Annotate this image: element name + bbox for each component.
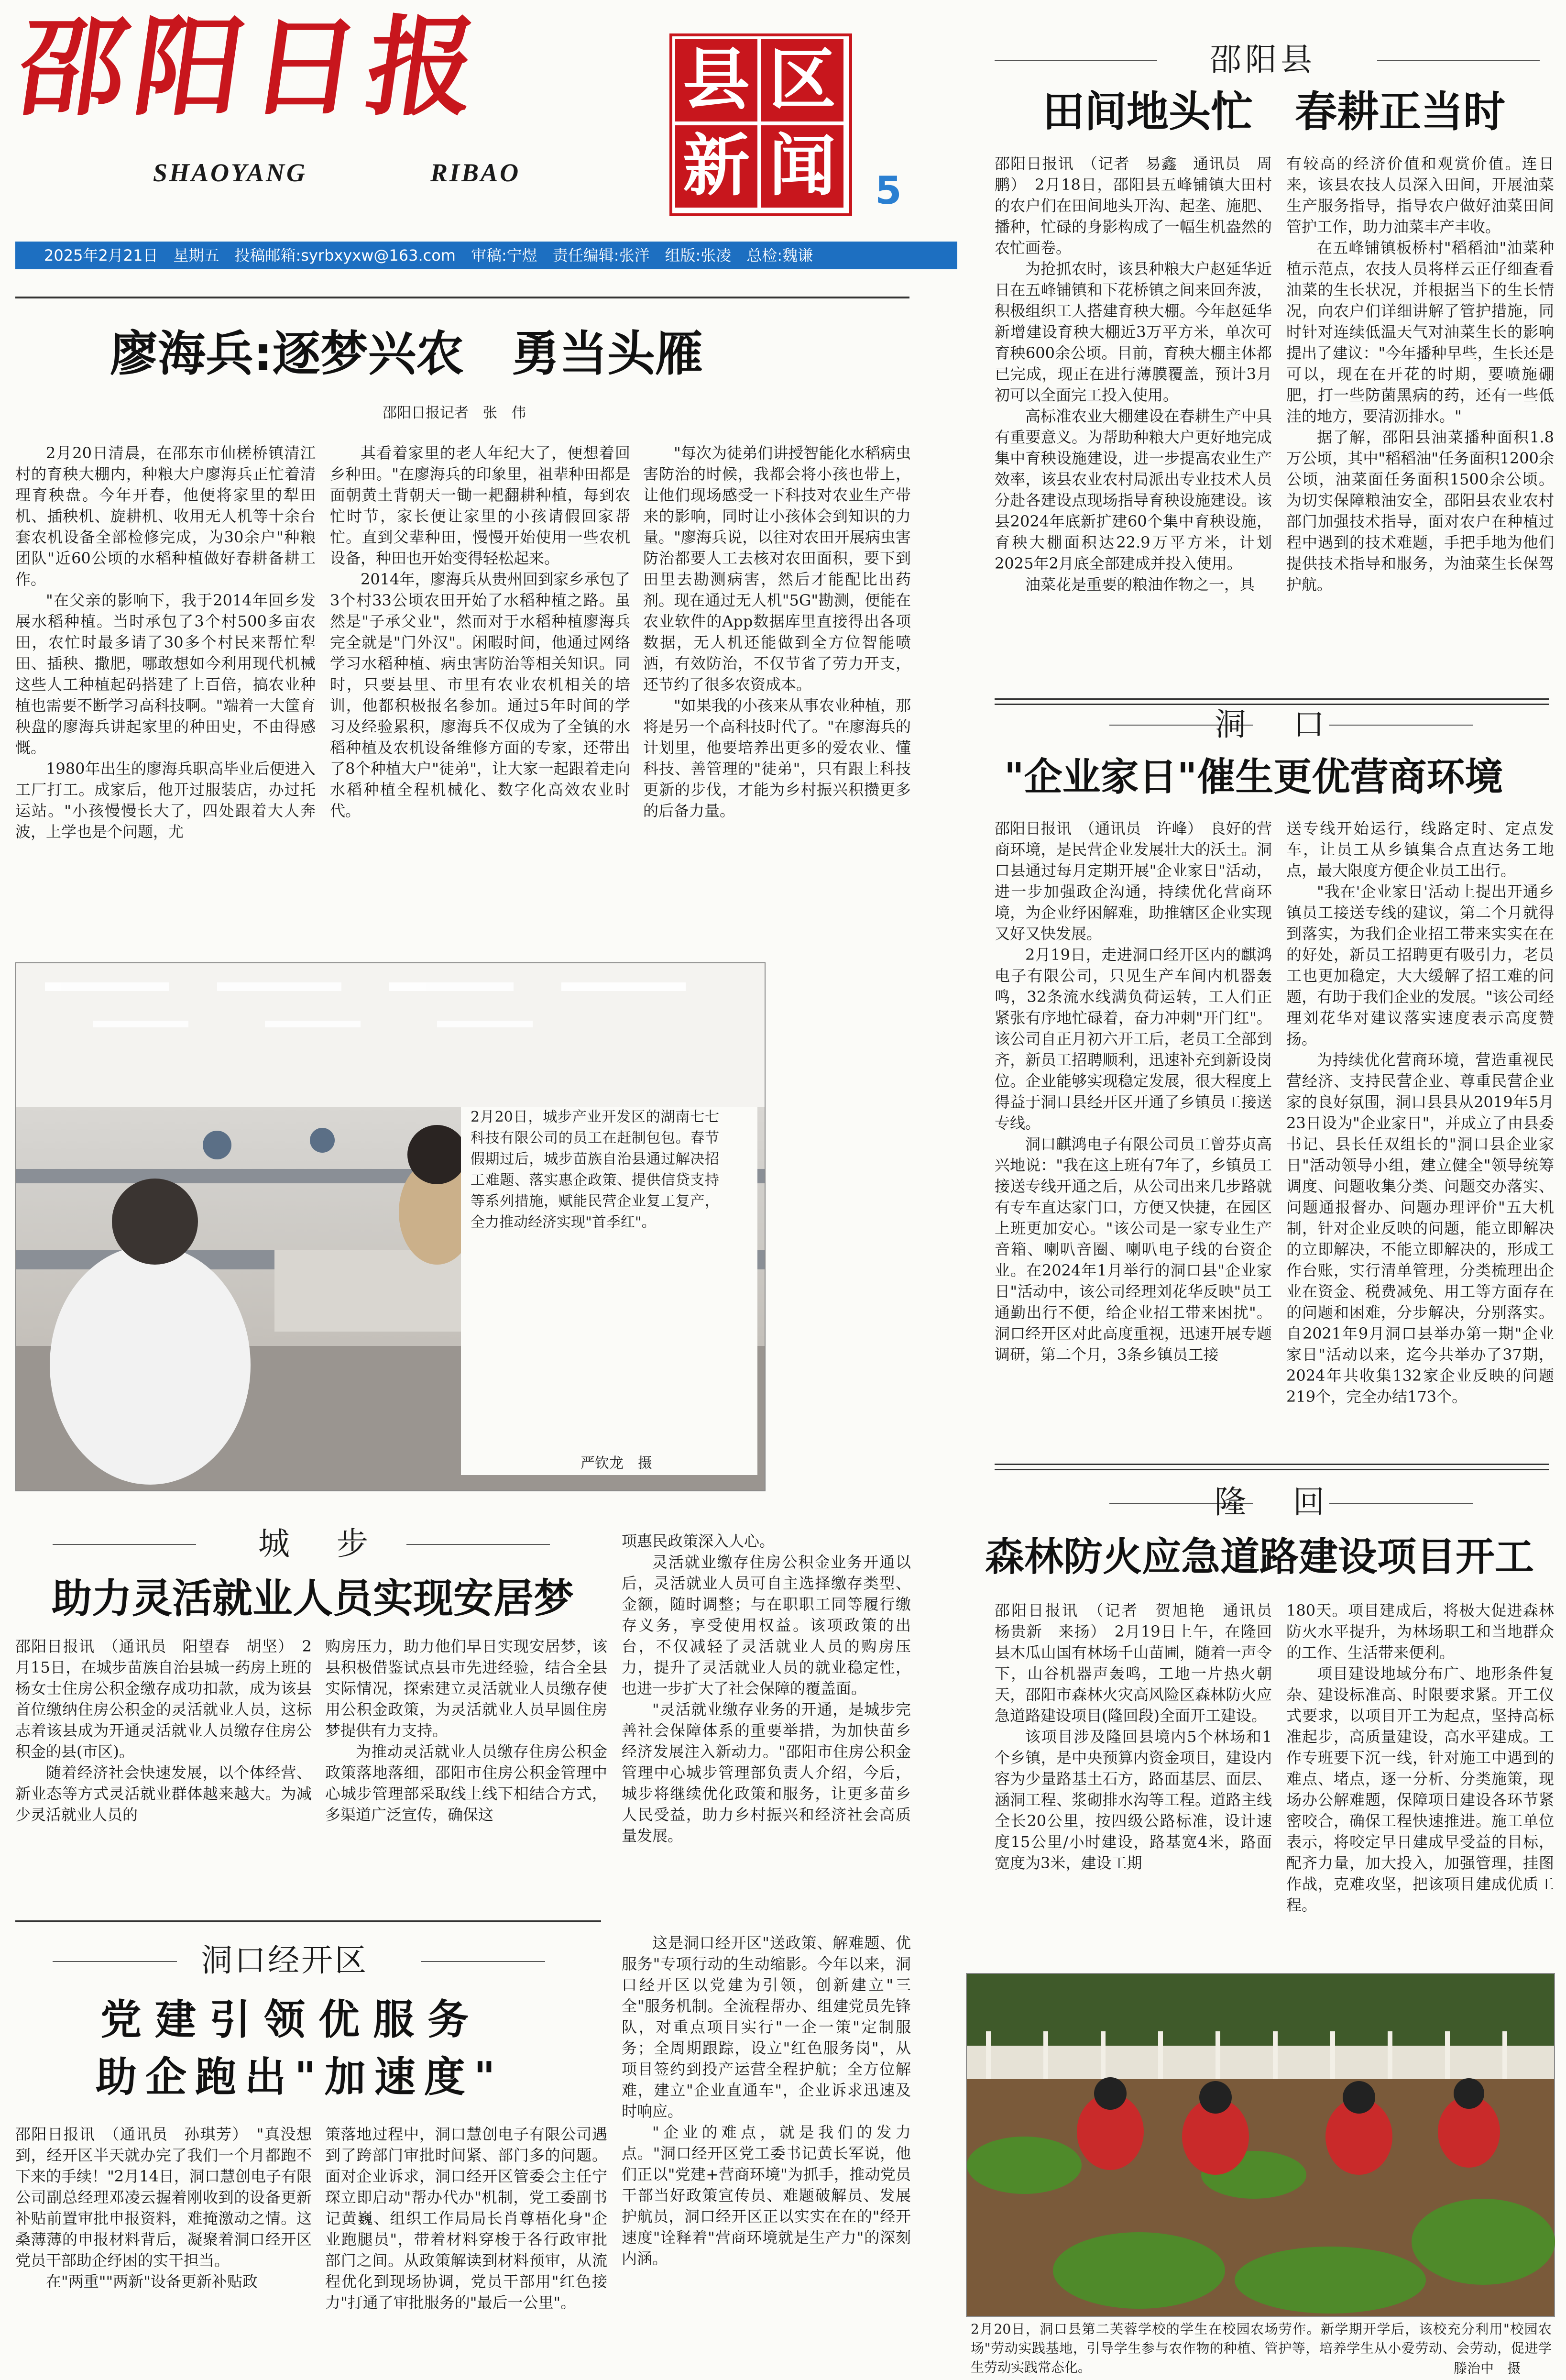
- article1-column-2: [330, 442, 630, 959]
- paragraph: "每次为徒弟们讲授智能化水稻病虫害防治的时候，我都会将小孩也带上，让他们现场感受一下科技对农业生产带来的影响，同时让小孩体会到知识的力量。"廖海兵说，以往对农田开展病虫害防治都要人工去核对农田面积，要下到田里去勘测病害，然后才能配比出药剂。现在通过无人机"5G"勘测，便能在农业软件的App数据库里直接得出各项数据，无人机还能做到全方位智能喷洒，有效防治，不仅节省了劳力开支，还节约了很多农资成本。: [643, 444, 911, 694]
- badge-char-1: 县: [683, 41, 750, 119]
- paragraph: 为推动灵活就业人员缴存住房公积金政策落地落细，邵阳市住房公积金管理中心城步管理部采取线上线下相结合方式，多渠道广泛宣传，确保这: [325, 1742, 607, 1824]
- paragraph: 策落地过程中，洞口慧创电子有限公司遇到了跨部门审批时间紧、部门多的问题。面对企业诉求，洞口经开区管委会主任宁琛立即启动"帮办代办"机制，党工委副书记黄巍、组织工作局局长肖尊梧化身"企业跑腿员"，带着材料穿梭于各行政审批部门之间。从政策解读到材料预审，从流程优化到现场协调，党员干部用"红色接力"打通了审批服务的"最后一公里"。: [325, 2125, 607, 2312]
- article4-headline: 田间地头忙 春耕正当时: [1042, 87, 1506, 136]
- divider: [1377, 60, 1540, 61]
- article3-column-1: [15, 2124, 312, 2368]
- paragraph: 这是洞口经开区"送政策、解难题、优服务"专项行动的生动缩影。今年以来，洞口经开区以党建为引领，创新建立"三全"服务机制。全流程帮办、组建党员先锋队，对重点项目实行"一企一策"定制服务；全周期跟踪，设立"红色服务岗"，从项目签约到投产运营全程护航；全方位解难，建立"企业直通车"，企业诉求迅速及时响应。: [622, 1934, 911, 2120]
- article5-section: 洞 口: [1215, 706, 1332, 743]
- article4-section: 邵阳县: [1210, 41, 1316, 78]
- paragraph: 项惠民政策深入人心。: [622, 1532, 775, 1550]
- masthead-pinyin-left: SHAOYANG: [153, 158, 307, 187]
- article6-section: 隆 回: [1215, 1484, 1332, 1521]
- article1-byline: 邵阳日报记者 张 伟: [383, 405, 526, 421]
- article2-column-2: [325, 1636, 607, 1904]
- school-farm-illustration: [967, 1974, 1554, 2316]
- divider: [1329, 1503, 1473, 1504]
- paragraph: 邵阳日报讯 （通讯员 阳望春 胡坚） 2月15日，在城步苗族自治县城一药房上班的杨女士住房公积金缴存成功扣款，成为该县首位缴纳住房公积金的灵活就业人员，这标志着该县成为开通灵活就业人员缴存住房公积金的县(市区)。: [15, 1637, 312, 1761]
- paragraph: 2月19日，走进洞口经开区内的麒鸿电子有限公司，只见生产车间内机器轰鸣，32条流水线满负荷运转，工人们正紧张有序地忙碌着，奋力冲刺"开门红"。该公司自正月初六开工后，老员工全部到齐，新员工招聘顺利，迅速补充到新设岗位。企业能够实现稳定发展，很大程度上得益于洞口县经开区开通了乡镇员工接送专线。: [995, 946, 1272, 1132]
- badge-char-3: 新: [683, 127, 750, 205]
- article2-headline: 助力灵活就业人员实现安居梦: [52, 1575, 574, 1622]
- photo2-caption: 2月20日，洞口县第二芙蓉学校的学生在校园农场劳作。新学期开学后，该校充分利用"校园农场"劳动实践基地，引导学生参与农作物的种植、管护等，培养学生从小爱劳动、会劳动，促进学生劳动实践常态化。: [971, 2321, 1552, 2375]
- divider: [995, 1464, 1549, 1470]
- paragraph: 送专线开始运行，线路定时、定点发车，让员工从乡镇集合点直达务工地点，最大限度方便企业员工出行。: [1286, 819, 1554, 880]
- article2-column-3: [622, 1531, 911, 1904]
- paragraph: 据了解，邵阳县油菜播种面积1.8万公顷，其中"稻稻油"任务面积1200余公顷，油菜面任务面积1500余公顷。为切实保障粮油安全，邵阳县农业农村部门加强技术指导，面对农户在种植过程中遇到的技术难题，手把手地为他们提供技术指导和服务，为油菜生长保驾护航。: [1286, 428, 1554, 594]
- article1-column-1: [15, 442, 316, 959]
- paragraph: "在父亲的影响下，我于2014年回乡发展水稻种植。当时承包了3个村500多亩农田，农忙时最多请了30多个村民来帮忙犁田、插秧、撒肥，哪敢想如今利用现代机械这些人工种植起码搭建了上百倍，搞农业种植也需要不断学习高科技啊。"端着一大筐育秧盘的廖海兵讲起家里的种田史，不由得感慨。: [15, 591, 316, 757]
- paragraph: "如果我的小孩来从事农业种植，那将是另一个高科技时代了。"在廖海兵的计划里，他要培养出更多的爱农业、懂科技、善管理的"徒弟"，只有跟上科技更新的步伐，才能为乡村振兴积攒更多的后备力量。: [643, 696, 911, 820]
- photo1-caption: 2月20日，城步产业开发区的湖南七七科技有限公司的员工在赶制包包。春节假期过后，城步苗族自治县通过解决招工难题、落实惠企政策、提供信贷支持等系列措施，赋能民营企业复工复产，全力推动经济实现"首季红"。: [471, 1109, 719, 1231]
- paragraph: 1980年出生的廖海兵职高毕业后便进入工厂打工。成家后，他开过服装店，办过托运站。"小孩慢慢长大了，四处跟着大人奔波，上学也是个问题，尤: [15, 760, 316, 841]
- divider: [53, 1544, 196, 1545]
- paragraph: 2月20日清晨，在邵东市仙槎桥镇清江村的育秧大棚内，种粮大户廖海兵正忙着清理育秧盘。今年开春，他便将家里的犁田机、插秧机、旋耕机、收用无人机等十余台套农机设备全部检修完成，为30余户"种粮团队"近60公顷的水稻种植做好春耕备耕工作。: [15, 444, 316, 588]
- paragraph: 洞口麒鸿电子有限公司员工曾芬贞高兴地说："我在这上班有7年了，乡镇员工接送专线开通之后，从公司出来几步路就有专车直达家门口，方便又快捷，在园区上班更加安心。"该公司是一家专业生产音箱、喇叭音圈、喇叭电子线的台资企业。在2024年1月举行的洞口县"企业家日"活动中，该公司经理刘花华反映"员工通勤出行不便，给企业招工带来困扰"。洞口经开区对此高度重视，迅速开展专题调研，第二个月，3条乡镇员工接: [995, 1135, 1272, 1364]
- article3-column-2: [325, 2124, 607, 2368]
- article2-section: 城 步: [258, 1525, 376, 1562]
- paragraph: 有较高的经济价值和观赏价值。连日来，该县农技人员深入田间，开展油菜生产服务指导，指导农户做好油菜田间管护工作，助力油菜丰产丰收。: [1286, 154, 1554, 236]
- masthead-title: 邵阳日报: [10, 5, 493, 131]
- factory-photo: [15, 962, 766, 1491]
- paragraph: 购房压力，助力他们早日实现安居梦，该县积极借鉴试点县市先进经验，结合全县实际情况，探索建立灵活就业人员缴存使用公积金政策，为灵活就业人员早圆住房梦提供有力支持。: [325, 1637, 607, 1740]
- article6-headline: 森林防火应急道路建设项目开工: [985, 1534, 1534, 1580]
- paragraph: 灵活就业缴存住房公积金业务开通以后，灵活就业人员可自主选择缴存类型、金额，随时调整；与在职职工同等履行缴存义务，享受使用权益。该项政策的出台，不仅减轻了灵活就业人员的购房压力，提升了灵活就业人员的就业稳定性，也进一步扩大了社会保障的覆盖面。: [622, 1553, 911, 1697]
- paragraph: 邵阳日报讯 （通讯员 孙琪芳） "真没想到，经开区半天就办完了我们一个月都跑不下来的手续！"2月14日，洞口慧创电子有限公司副总经理邓凌云握着刚收到的设备更新补贴前置审批申报资料，难掩激动之情。这桑薄薄的申报材料背后，凝聚着洞口经开区党员干部助企纾困的实干担当。: [15, 2125, 312, 2270]
- divider: [995, 60, 1157, 61]
- paragraph: 180天。项目建成后，将极大促进森林防火水平提升，为林场职工和当地群众的工作、生活带来便利。: [1286, 1601, 1554, 1662]
- article6-column-2: [1286, 1600, 1554, 1944]
- article6-column-1: [995, 1600, 1288, 1944]
- article3-headline-line2: 助企跑出"加速度": [96, 2053, 504, 2101]
- paragraph: "灵活就业缴存业务的开通，是城步完善社会保障体系的重要举措，为加快苗乡经济发展注入新动力。"邵阳市住房公积金管理中心城步管理部负责人介绍，今后，城步将继续优化政策和服务，让更多苗乡人民受益，助力乡村振兴和经济社会高质量发展。: [622, 1700, 911, 1845]
- county-news-badge: [669, 33, 852, 216]
- article4-column-1: [995, 153, 1272, 689]
- article1-column-3: [643, 442, 911, 959]
- school-farm-photo: [966, 1973, 1555, 2317]
- paragraph: 项目建设地域分布广、地形条件复杂、建设标准高、时限要求紧。开工仪式要求，以项目开工为起点，坚持高标准起步，高质量建设，高水平建成。工作专班要下沉一线，针对施工中遇到的难点、堵点，逐一分析、分类施策，现场办公解难题，保障项目建设各环节紧密咬合，确保工程快速推进。施工单位表示，将咬定早日建成早受益的目标，配齐力量，加大投入，加强管理，挂图作战，克难攻坚，把该项目建成优质工程。: [1286, 1664, 1554, 1914]
- article1-headline: 廖海兵:逐梦兴农 勇当头雁: [110, 326, 703, 382]
- paragraph: 邵阳日报讯 （记者 贺旭艳 通讯员 杨贵新 来扬） 2月19日上午，在隆回县木瓜山国有林场千山苗圃，随着一声令下，山谷机器声轰鸣，工地一片热火朝天，邵阳市森林火灾高风险区森林防火应急道路建设项目(隆回段)全面开工建设。: [995, 1601, 1288, 1725]
- info-bar: 2025年2月21日 星期五 投稿邮箱:syrbxyxw@163.com 审稿:宁煜 责任编辑:张洋 组版:张凌 总检:魏谦: [15, 242, 957, 269]
- divider: [1329, 725, 1473, 726]
- article4-column-2: [1286, 153, 1554, 689]
- masthead-pinyin-right: RIBAO: [430, 158, 521, 187]
- article5-column-2: [1286, 818, 1554, 1449]
- photo1-credit: 严钦龙 摄: [580, 1455, 652, 1472]
- divider: [15, 297, 909, 298]
- divider: [406, 1544, 550, 1545]
- paragraph: "企业的难点，就是我们的发力点。"洞口经开区党工委书记黄长军说，他们正以"党建+营商环境"为抓手，推动党员干部当好政策宣传员、难题破解员、发展护航员，洞口经开区正以实实在在的"经开速度"诠释着"营商环境就是生产力"的深刻内涵。: [622, 2123, 911, 2268]
- article2-column-1: [15, 1636, 312, 1904]
- divider: [15, 1920, 601, 1922]
- paragraph: 为抢抓农时，该县种粮大户赵延华近日在五峰铺镇和下花桥镇之间来回奔波，积极组织工人搭建育秧大棚。今年赵延华新增建设育秧大棚近3万平方米，单次可育秧600余公顷。目前，育秧大棚主体都已完成，现正在进行薄膜覆盖，预计3月初可以全面完工投入使用。: [995, 260, 1272, 404]
- paragraph: 在"两重""两新"设备更新补贴政: [46, 2272, 258, 2291]
- divider: [53, 1961, 177, 1962]
- paragraph: 在五峰铺镇板桥村"稻稻油"油菜种植示范点，农技人员将样云正仔细查看油菜的生长状况，并根据当下的生长情况，向农户们详细讲解了管护措施，同时针对连续低温天气对油菜生长的影响提出了建议："今年播种早些，生长还是可以，现在在开花的时期，要喷施硼肥，打一些防菌黑病的药，还有一些低洼的地方，要清沥排水。": [1286, 239, 1554, 425]
- badge-char-4: 闻: [769, 127, 836, 205]
- paragraph: 为持续优化营商环境，营造重视民营经济、支持民营企业、尊重民营企业家的良好氛围，洞口县县从2019年5月23日设为"企业家日"，并成立了由县委书记、县长任双组长的"洞口县企业家日"活动领导小组，建立健全"领导统筹调度、问题收集分类、问题交办落实、问题通报督办、问题办理评价"五大机制，针对企业反映的问题，能立即解决的立即解决，不能立即解决的，形成工作台账，实行清单管理，分类梳理出企业在资金、税费减免、用工等方面存在的问题和困难，分步解决，分别落实。自2021年9月洞口县举办第一期"企业家日"活动以来，迄今共举办了37期，2024年共收集132家企业反映的问题219个，完全办结173个。: [1286, 1051, 1554, 1406]
- article5-headline: "企业家日"催生更优营商环境: [1004, 755, 1503, 799]
- paragraph: 邵阳日报讯 （记者 易鑫 通讯员 周鹏） 2月18日，邵阳县五峰铺镇大田村的农户们在田间地头开沟、起垄、施肥、播种，忙碌的身影构成了一幅生机盎然的农忙画卷。: [995, 154, 1272, 257]
- paragraph: 油菜花是重要的粮油作物之一，具: [1025, 575, 1255, 594]
- photo2-credit: 滕治中 摄: [1454, 2360, 1521, 2376]
- badge-char-2: 区: [769, 41, 836, 119]
- paragraph: 高标准农业大棚建设在春耕生产中具有重要意义。为帮助种粮大户更好地完成集中育秧设施建设，进一步提高农业生产效率，该县农业农村局派出专业技术人员分赴各建设点现场指导育秧设施建设。该县2024年底新扩建60个集中育秧设施，育秧大棚面积达22.9万平方米，计划2025年2月底全部建成并投入使用。: [995, 407, 1272, 573]
- divider: [995, 698, 1549, 705]
- paragraph: "我在'企业家日'活动上提出开通乡镇员工接送专线的建议，第二个月就得到落实，为我们企业招工带来实实在在的好处，新员工招聘更有吸引力，老员工也更加稳定，大大缓解了招工难的问题，有助于我们企业的发展。"该公司经理刘花华对建议落实速度表示高度赞扬。: [1286, 882, 1554, 1048]
- paragraph: 邵阳日报讯 （通讯员 许峰） 良好的营商环境，是民营企业发展壮大的沃土。洞口县通过每月定期开展"企业家日"活动，进一步加强政企沟通，持续优化营商环境，为企业纾困解难，助推辖区企业实现又好又快发展。: [995, 819, 1272, 943]
- divider: [421, 1961, 545, 1962]
- page-number: 5: [875, 168, 902, 213]
- paragraph: 该项目涉及隆回县境内5个林场和1个乡镇，是中央预算内资金项目，建设内容为少量路基土石方，路面基层、面层、涵洞工程、浆砌排水沟等工程。道路主线全长20公里，按四级公路标准，设计速度15公里/小时建设，路基宽4米，路面宽度为3米，建设工期: [995, 1728, 1272, 1872]
- article3-headline-line1: 党建引领优服务: [100, 1996, 482, 2044]
- paragraph: 其看着家里的老人年纪大了，便想着回乡种田。"在廖海兵的印象里，祖辈种田都是面朝黄土背朝天一锄一耙翻耕种植，每到农忙时节，家长便让家里的小孩请假回家帮忙。直到父辈种田，慢慢开始使用一些农机设备，种田也开始变得轻松起来。: [330, 444, 630, 567]
- article3-column-3: [622, 1932, 911, 2368]
- paragraph: 2014年，廖海兵从贵州回到家乡承包了3个村33公顷农田开始了水稻种植之路。虽然是"子承父业"，然而对于水稻种植廖海兵完全就是"门外汉"。闲暇时间，他通过网络学习水稻种植、病虫害防治等相关知识。同时，只要县里、市里有农业农机相关的培训，他都积极报名参加。通过5年时间的学习及经验累积，廖海兵不仅成为了全镇的水稻种植及农机设备维修方面的专家，还带出了8个种植大户"徒弟"，让大家一起跟着走向水稻种植全程机械化、数字化高效农业时代。: [330, 570, 630, 820]
- article3-section: 洞口经开区: [201, 1942, 368, 1979]
- paragraph: 随着经济社会快速发展，以个体经营、新业态等方式灵活就业群体越来越大。为减少灵活就业人员的: [15, 1763, 312, 1824]
- article5-column-1: [995, 818, 1272, 1449]
